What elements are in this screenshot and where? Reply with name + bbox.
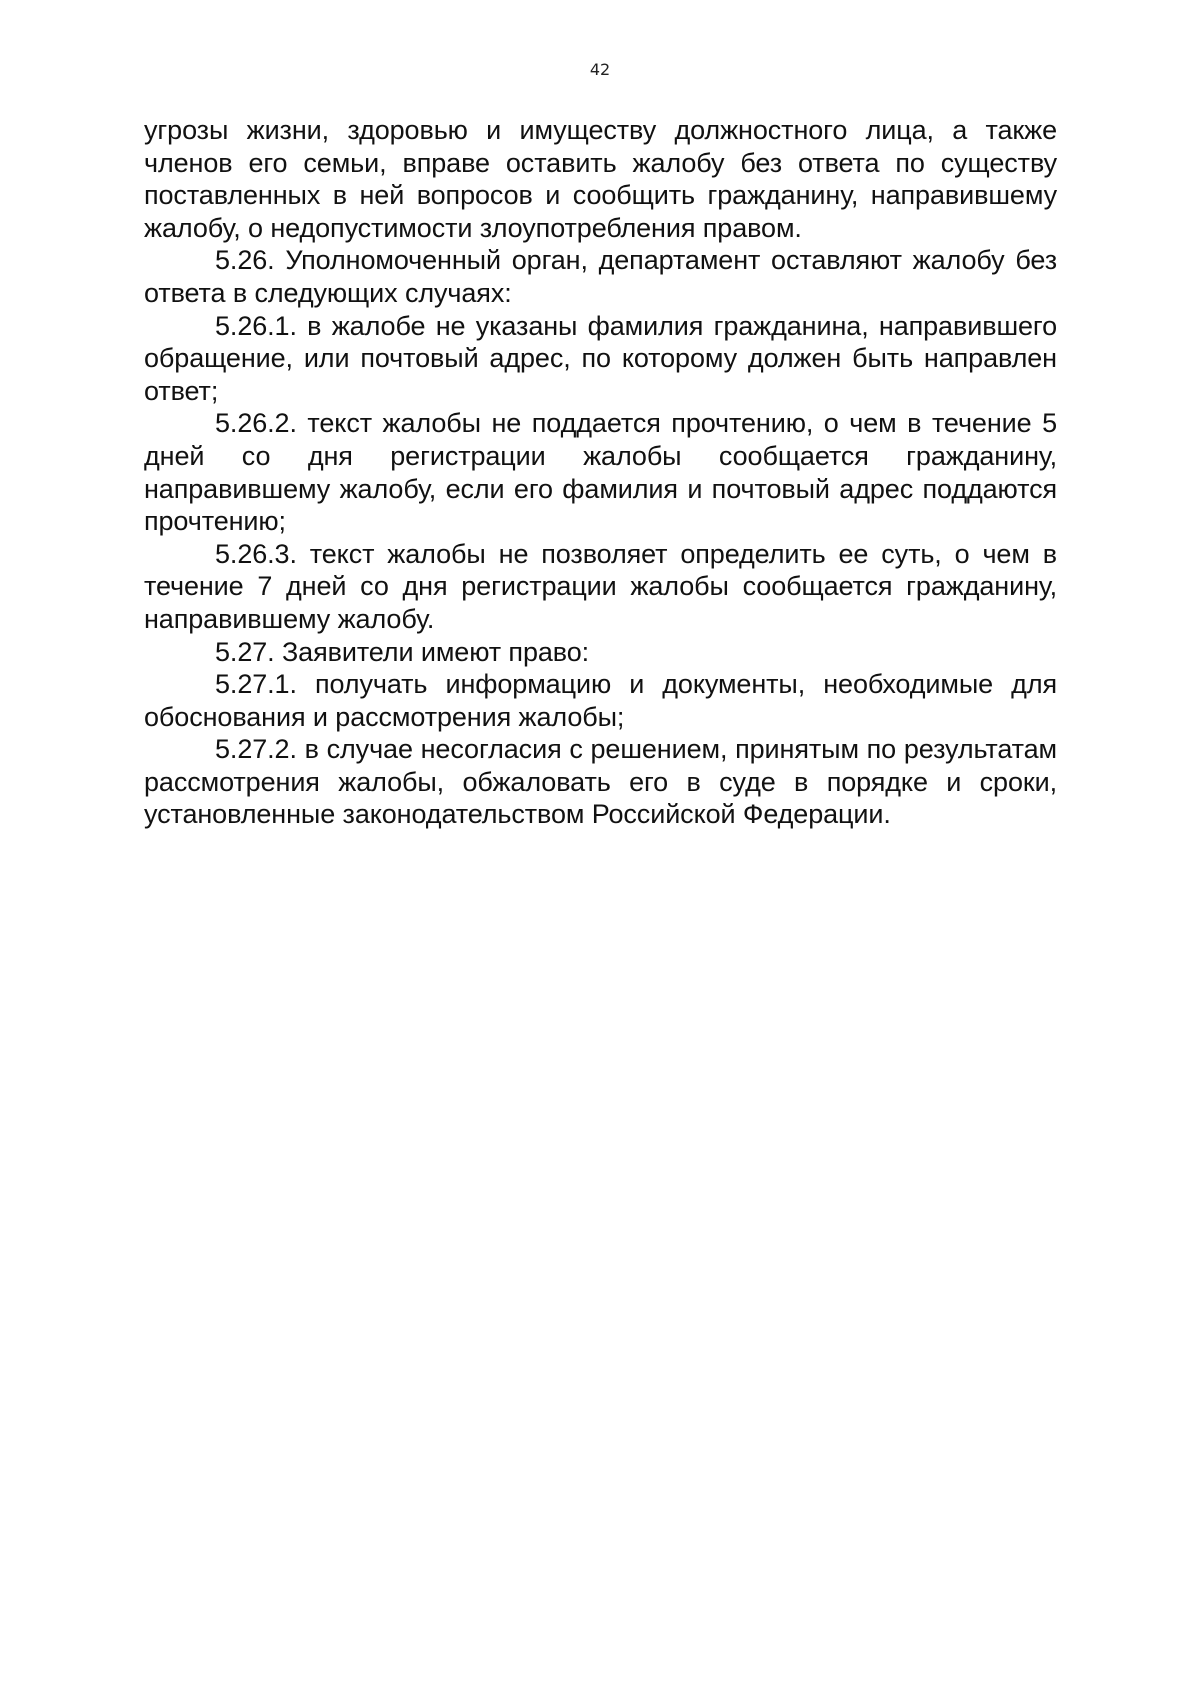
document-body	[144, 114, 1057, 831]
paragraph-5-26-2: 5.26.2. текст жалобы не поддается прочтению, о чем в течение 5 дней со дня регистрации жалобы сообщается гражданину, направившему жалобу, если его фамилия и почтовый адрес поддаются прочтению;	[144, 408, 1057, 537]
paragraph-5-27: 5.27. Заявители имеют право:	[215, 636, 590, 667]
paragraph-continuation: угрозы жизни, здоровью и имуществу должностного лица, а также членов его семьи, вправе оставить жалобу без ответа по существу поставленных в ней вопросов и сообщить гражданину, направившему жалобу, о недопустимости злоупотребления правом.	[144, 115, 1057, 243]
paragraph-5-27-2: 5.27.2. в случае несогласия с решением, принятым по результатам рассмотрения жалобы, обжаловать его в суде в порядке и сроки, установленные законодательством Российской Федерации.	[144, 734, 1057, 830]
paragraph-5-26-3: 5.26.3. текст жалобы не позволяет определить ее суть, о чем в течение 7 дней со дня регистрации жалобы сообщается гражданину, направившему жалобу.	[144, 538, 1057, 634]
paragraph-5-26-1: 5.26.1. в жалобе не указаны фамилия гражданина, направившего обращение, или почтовый адрес, по которому должен быть направлен ответ;	[144, 310, 1057, 406]
paragraph-5-26: 5.26. Уполномоченный орган, департамент оставляют жалобу без ответа в следующих случаях:	[144, 245, 1057, 308]
paragraph-5-27-1: 5.27.1. получать информацию и документы, необходимые для обоснования и рассмотрения жалобы;	[144, 669, 1057, 732]
page-number: 42	[589, 60, 611, 79]
